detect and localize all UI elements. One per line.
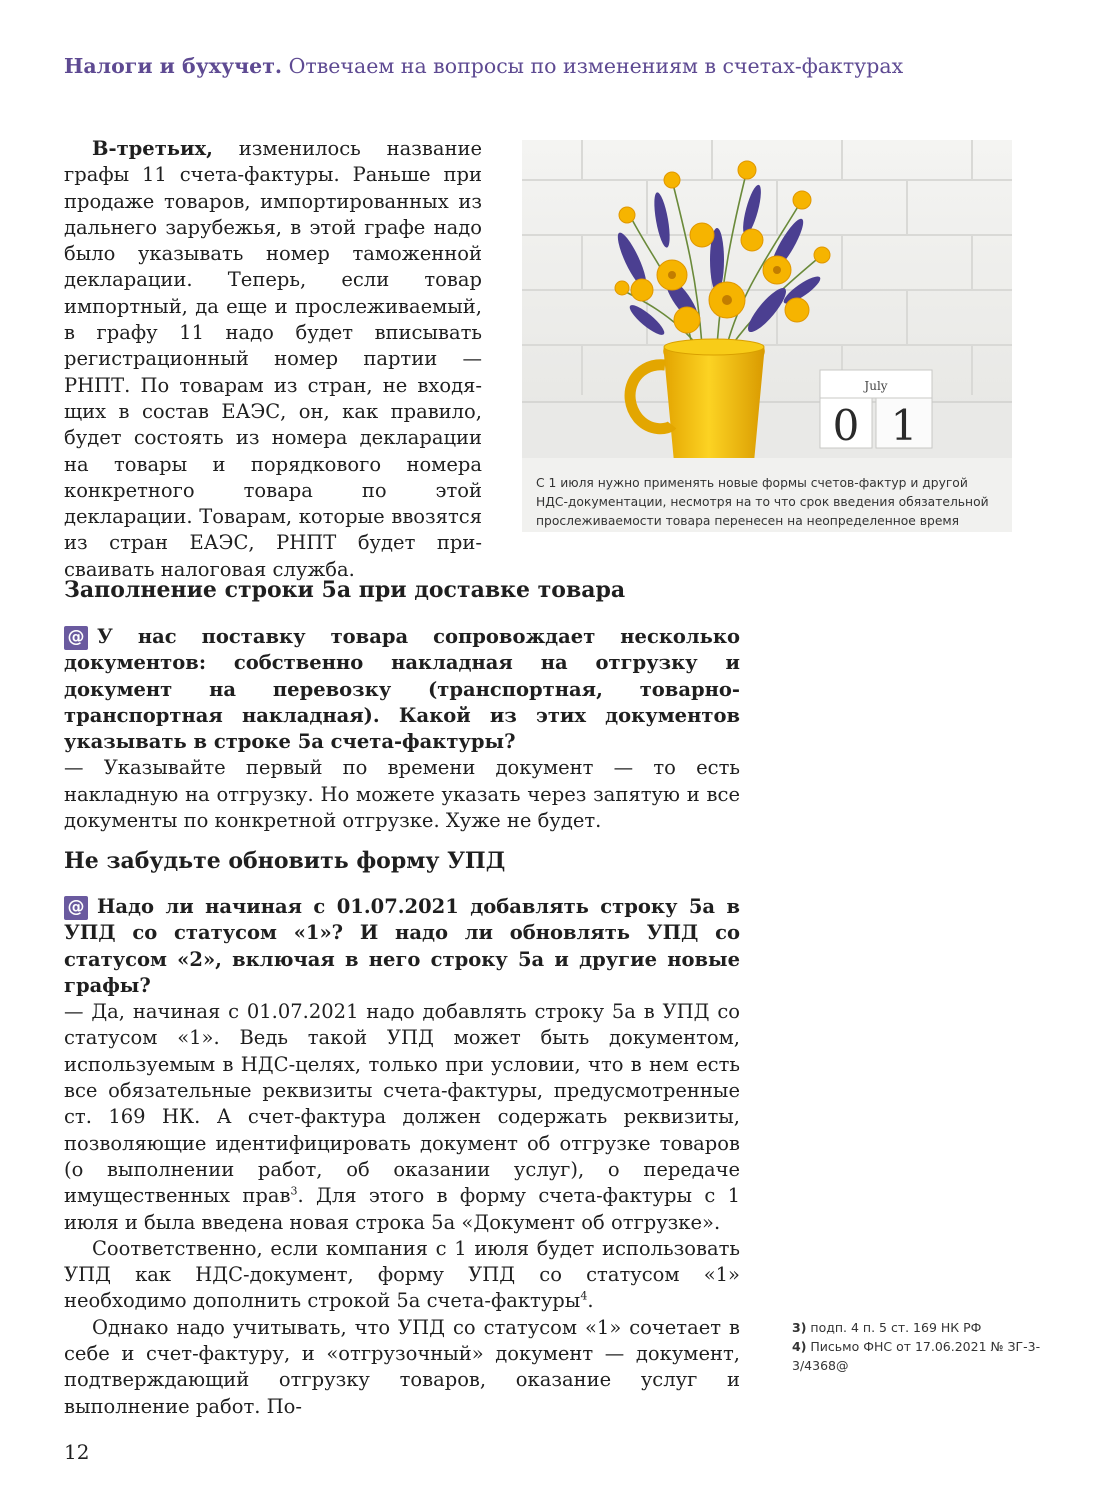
- header-section: Налоги и бухучет.: [64, 54, 283, 78]
- calendar-month: July: [864, 379, 888, 393]
- intro-lead: В-третьих,: [92, 137, 213, 160]
- footnote-4: [792, 1337, 1052, 1375]
- section2-answer-part2: . Для этого в форму счета-фактуры с 1 июля и была введена новая строка 5а «Документ об отгрузке».: [64, 1184, 740, 1234]
- intro-text: изменилось название графы 11 счета-фактуры. Раньше при продаже товаров, импортированных из дальнего зарубежья, в этой графе надо было указывать номер таможенной декларации. Теперь, если товар импортный, да еще и прослеживаемый, в графу 11 надо будет вписывать регистрационный номер партии — РНПТ. По товарам из стран, не входящих в состав ЕАЭС, он, как правило, будет состоять из номера декларации на товары и порядкового номера конкретного товара по этой декларации. Товарам, которые ввозятся из стран ЕАЭС, РНПТ будет присваивать налоговая служба.: [64, 137, 482, 581]
- footnote-4-number: 4): [792, 1339, 807, 1354]
- intro-column: [64, 136, 482, 583]
- section1-question: [64, 624, 740, 755]
- at-icon: @: [64, 896, 88, 920]
- footnotes: [792, 1318, 1052, 1375]
- footnote-ref-3: 3: [290, 1184, 298, 1198]
- at-icon: @: [64, 626, 88, 650]
- section2-answer: [64, 999, 740, 1236]
- footnote-3: [792, 1318, 1052, 1337]
- section2-heading: Не забудьте обновить форму УПД: [64, 848, 506, 874]
- flowers-photo: [522, 140, 1012, 458]
- footnote-4-text: Письмо ФНС от 17.06.2021 № ЗГ-3-3/4368@: [792, 1339, 1041, 1373]
- page-number: 12: [64, 1440, 90, 1464]
- photo-caption: С 1 июля нужно применять новые формы счетов-фактур и другой НДС-документации, несмотря на то что срок введения обязательной прослеживаемости товара перенесен на неопределенное время: [536, 476, 989, 528]
- section2-question: [64, 894, 740, 999]
- calendar-digit-2: 1: [890, 401, 918, 450]
- header-title: Отвечаем на вопросы по изменениям в счетах-фактурах: [288, 54, 904, 78]
- intro-paragraph: [64, 136, 482, 583]
- section2-paragraph-2-text: Соответственно, если компания с 1 июля будет использовать УПД как НДС-документ, форму УПД со статусом «1» необходимо дополнить строкой 5а счета-фактуры: [64, 1236, 740, 1313]
- footnote-ref-4: 4: [580, 1289, 588, 1303]
- section2-qa: [64, 894, 740, 1420]
- footnote-3-text: подп. 4 п. 5 ст. 169 НК РФ: [806, 1320, 982, 1335]
- section2-answer-part1: — Да, начиная с 01.07.2021 надо добавлять строку 5а в УПД со статусом «1». Ведь такой УПД может быть документом, используемым в НДС-целях, только при условии, что в нем есть все обязательные реквизиты счета-фактуры, предусмотренные ст. 169 НК. А счет-фактура должен содержать реквизиты, позволяющие идентифицировать документ об отгрузке товаров (о выполнении работ, об оказании услуг), о передаче имущественных прав: [64, 1000, 740, 1208]
- section2-paragraph-3: Однако надо учитывать, что УПД со статусом «1» сочетает в себе и счет-фактуру, и «отгрузочный» документ — документ, подтверждающий отгрузку товаров, оказание услуг и выполнение работ. По-: [64, 1315, 740, 1418]
- section1-answer: — Указывайте первый по времени документ — то есть накладную на отгрузку. Но можете указать через запятую и все документы по конкретной отгрузке. Хуже не будет.: [64, 756, 740, 833]
- photo-figure: [522, 140, 1012, 532]
- footnote-3-number: 3): [792, 1320, 807, 1335]
- calendar-blocks: [820, 370, 932, 450]
- section1-qa: [64, 624, 740, 834]
- section2-paragraph-2-end: .: [587, 1289, 594, 1313]
- section2-question-text: Надо ли начиная с 01.07.2021 добавлять строку 5а в УПД со статусом «1»? И надо ли обновлять УПД со статусом «2», включая в него строку 5а и другие новые графы?: [64, 895, 740, 997]
- section1-question-text: У нас поставку товара сопровождает несколько документов: собственно накладная на отгрузку и документ на перевозку (транспортная, товарно-транспортная накладная). Какой из этих документов указывать в строке 5а счета-фактуры?: [64, 625, 740, 754]
- section1-heading: Заполнение строки 5а при доставке товара: [64, 577, 626, 603]
- section2-paragraph-2: [64, 1236, 740, 1315]
- page-header: [64, 54, 1044, 78]
- calendar-digit-1: 0: [832, 401, 860, 450]
